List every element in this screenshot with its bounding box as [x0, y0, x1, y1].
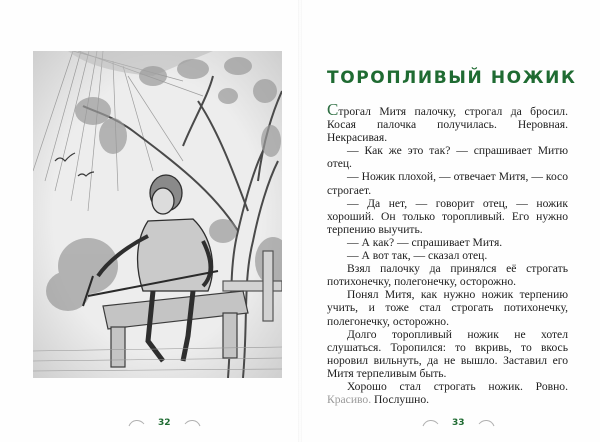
- paragraph: — Да нет, — говорит отец, — ножик хороший. Он только торопливый. Его нужно терпению выучить.: [327, 196, 568, 236]
- faded-word: Красиво.: [327, 393, 372, 407]
- page-number-left: [128, 418, 201, 428]
- ornament-swirl-icon: [128, 418, 146, 428]
- page-number: 33: [452, 418, 465, 428]
- illustration-boy-whittling: [33, 51, 282, 378]
- right-page: [300, 0, 600, 442]
- paragraph: Строгал Митя палочку, строгал да бросил. Косая палочка получилась. Неровная. Некрасивая.: [327, 100, 568, 145]
- paragraph: — А как? — спрашивает Митя.: [347, 235, 503, 249]
- paragraph: Понял Митя, как нужно ножик терпению учить, и тоже стал строгать потихонечку, полегонечку, осторожно.: [327, 288, 568, 328]
- paragraph: — Как же это так? — спрашивает Митю отец.: [327, 144, 568, 171]
- page-number-right: [422, 418, 495, 428]
- paragraph: Взял палочку да принялся её строгать потихонечку, полегонечку, осторожно.: [327, 262, 568, 289]
- story-title: ТОРОПЛИВЫЙ НОЖИК: [327, 68, 577, 88]
- paragraph: — А вот так, — сказал отец.: [347, 249, 488, 263]
- ornament-swirl-icon: [477, 418, 495, 428]
- ornament-swirl-icon: [183, 418, 201, 428]
- paragraph: — Ножик плохой, — отвечает Митя, — косо строгает.: [327, 170, 568, 197]
- paragraph: Долго торопливый ножик не хотел слушаться. Торопился: то вкривь, то вкось норовил вильнуть, да не вышло. Заставил его Митя терпеливым быть.: [327, 327, 568, 380]
- drop-cap: С: [327, 100, 339, 119]
- pencil-drawing-icon: [33, 51, 282, 378]
- paragraph: Хорошо стал строгать ножик. Ровно. Красиво. Послушно.: [327, 379, 568, 407]
- story-text: [327, 100, 568, 407]
- ornament-swirl-icon: [422, 418, 440, 428]
- page-number: 32: [158, 418, 171, 428]
